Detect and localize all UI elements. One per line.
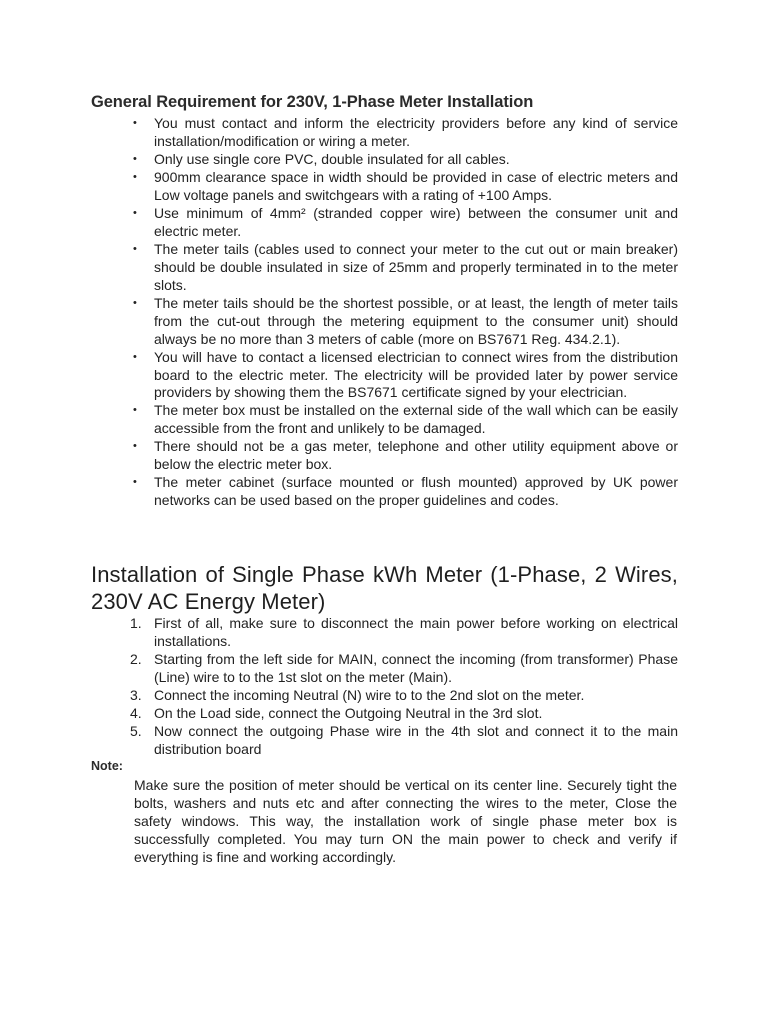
list-item bbox=[130, 723, 678, 759]
list-item bbox=[133, 349, 678, 402]
bullet-icon: • bbox=[133, 476, 137, 489]
list-item bbox=[133, 205, 678, 241]
step-text: Connect the incoming Neutral (N) wire to to the 2nd slot on the meter. bbox=[154, 686, 585, 703]
list-item bbox=[130, 687, 678, 705]
list-item bbox=[133, 241, 678, 294]
bullet-icon: • bbox=[133, 440, 137, 453]
step-number: 2. bbox=[130, 650, 142, 667]
bullet-icon: • bbox=[133, 350, 137, 363]
bullet-icon: • bbox=[133, 243, 137, 256]
list-item-text: 900mm clearance space in width should be provided in case of electric meters and Low voltage panels and switchgears with a rating of +100 Amps. bbox=[154, 169, 678, 203]
step-number: 3. bbox=[130, 686, 142, 703]
list-item bbox=[133, 474, 678, 510]
bullet-icon: • bbox=[133, 171, 137, 184]
step-text: On the Load side, connect the Outgoing Neutral in the 3rd slot. bbox=[154, 705, 543, 722]
list-item-text: The meter tails (cables used to connect your meter to the cut out or main breaker) should be double insulated in size of 25mm and properly terminated in to the meter slots. bbox=[154, 241, 678, 293]
bullet-icon: • bbox=[133, 117, 137, 129]
list-item-text: You must contact and inform the electricity providers before any kind of service installation/modification or wiring a meter. bbox=[154, 115, 678, 149]
section-heading-installation: Installation of Single Phase kWh Meter (1-Phase, 2 Wires, 230V AC Energy Meter) bbox=[91, 562, 678, 614]
list-item bbox=[133, 169, 678, 205]
list-item-text: Use minimum of 4mm² (stranded copper wire) between the consumer unit and electric meter. bbox=[154, 205, 678, 239]
list-item bbox=[133, 115, 678, 151]
list-item-text: You will have to contact a licensed electrician to connect wires from the distribution board to the electric meter. The electricity will be provided later by power service providers by showing them the BS7671 certificate signed by your electrician. bbox=[154, 348, 678, 401]
list-item-text: There should not be a gas meter, telephone and other utility equipment above or below the electric meter box. bbox=[154, 438, 678, 473]
list-item bbox=[130, 705, 678, 723]
installation-steps-list bbox=[130, 615, 678, 759]
step-text: Starting from the left side for MAIN, connect the incoming (from transformer) Phase (Line) wire to to the 1st slot on the meter (Main). bbox=[154, 650, 678, 685]
note-paragraph: Make sure the position of meter should be vertical on its center line. Securely tight the bolts, washers and nuts etc and after connecting the wires to the meter, Close the safety windows. This way, the installation work of single phase meter box is successfully completed. You may turn ON the main power to check and verify if everything is fine and working accordingly. bbox=[134, 777, 677, 865]
section-heading-general-requirement: General Requirement for 230V, 1-Phase Meter Installation bbox=[91, 93, 534, 111]
bullet-icon: • bbox=[133, 296, 137, 309]
step-text: Now connect the outgoing Phase wire in the 4th slot and connect it to the main distribution board bbox=[154, 723, 678, 758]
list-item bbox=[130, 651, 678, 687]
bullet-icon: • bbox=[133, 404, 137, 417]
step-number: 5. bbox=[130, 723, 142, 740]
step-number: 4. bbox=[130, 705, 142, 722]
list-item bbox=[133, 151, 678, 169]
bullet-icon: • bbox=[133, 207, 137, 220]
note-label: Note: bbox=[91, 759, 123, 773]
list-item-text: The meter cabinet (surface mounted or flush mounted) approved by UK power networks can be used based on the proper guidelines and codes. bbox=[154, 474, 678, 509]
bullet-icon: • bbox=[133, 152, 137, 165]
list-item bbox=[130, 615, 678, 651]
list-item-text: Only use single core PVC, double insulated for all cables. bbox=[154, 150, 510, 167]
requirements-list bbox=[133, 115, 678, 510]
list-item bbox=[133, 402, 678, 438]
list-item-text: The meter box must be installed on the external side of the wall which can be easily accessible from the front and unlikely to be damaged. bbox=[154, 402, 678, 437]
step-number: 1. bbox=[130, 615, 142, 631]
step-text: First of all, make sure to disconnect the main power before working on electrical installations. bbox=[154, 615, 678, 649]
list-item bbox=[133, 438, 678, 474]
list-item-text: The meter tails should be the shortest possible, or at least, the length of meter tails from the cut-out through the metering equipment to the consumer unit) should always be no more than 3 meters of cable (more on BS7671 Reg. 434.2.1). bbox=[154, 294, 678, 347]
list-item bbox=[133, 295, 678, 348]
